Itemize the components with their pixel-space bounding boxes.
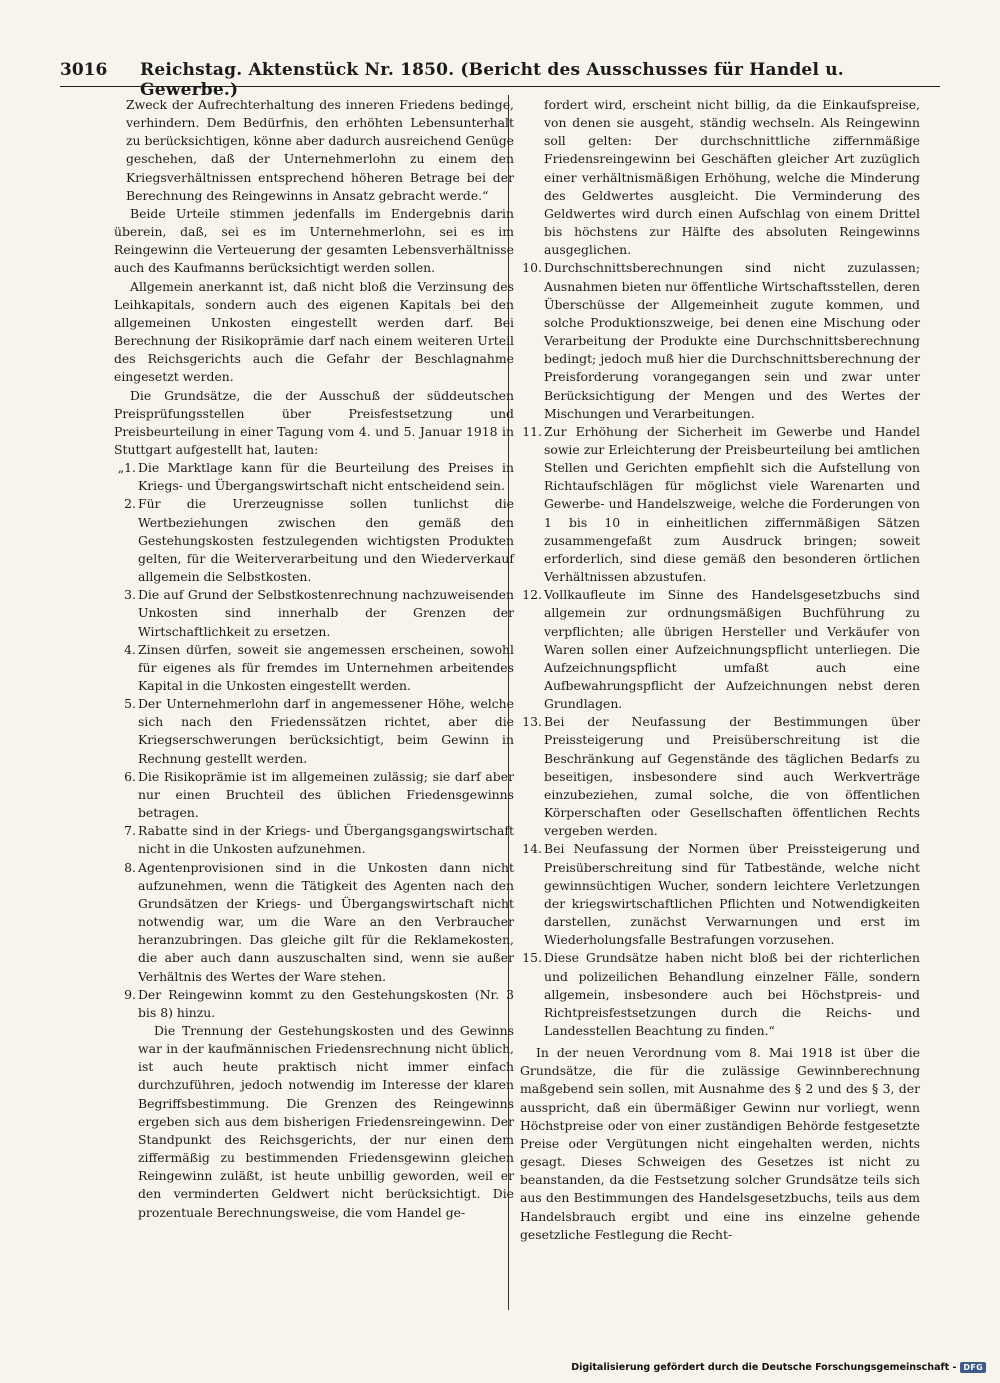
item-number: 15. — [522, 950, 542, 966]
item-text: Vollkaufleute im Sinne des Handelsgesetzbuchs sind allgemein zur ordnungsmäßigen Buchführung zu verpflichten; alle übrigen Hersteller und Verkäufer von Waren sollen einer Aufzeichnungspflicht unterliegen. Die Aufzeichnungspflicht umfaßt auch eine Aufbewahrungspflicht der Aufzeichnungen nebst deren Grundlagen. — [544, 587, 920, 712]
item-number: 5. — [124, 696, 136, 712]
item-text: Die Risikoprämie ist im allgemeinen zulässig; sie darf aber nur einen Bruchteil des üblichen Friedensgewinns betragen. — [138, 768, 514, 821]
item-text: Diese Grundsätze haben nicht bloß bei der richterlichen und polizeilichen Behandlung einzelner Fälle, sondern allgemein, insbesondere auch bei Höchstpreis- und Richtpreisfestsetzungen durch die Reichs- und Landesstellen Beachtung zu finden.“ — [544, 950, 920, 1038]
item-number: 12. — [522, 587, 542, 603]
intro-quote: Zweck der Aufrechterhaltung des inneren Friedens bedinge, verhindern. Dem Bedürfnis, den erhöhten Lebensunterhalt zu berücksichtigen, könne aber dadurch ausreichend Genüge geschehen, daß der Unternehmerlohn zu einem den Kriegsverhältnissen entsprechend höheren Betrage bei der Berechnung des Reingewinns in Ansatz gebracht werde.“ — [126, 97, 514, 203]
list-item — [114, 641, 514, 695]
item-number: 7. — [124, 823, 136, 839]
item-text: Zinsen dürfen, soweit sie angemessen erscheinen, sowohl für eigenes als für fremdes im Unternehmen arbeitendes Kapital in die Unkosten eingestellt werden. — [138, 641, 514, 693]
item-number: 10. — [522, 260, 542, 276]
item-text: Rabatte sind in der Kriegs- und Übergangsgangswirtschaft nicht in die Unkosten aufzunehmen. — [138, 823, 514, 857]
list-item — [114, 986, 514, 1222]
item-text: Durchschnittsberechnungen sind nicht zuzulassen; Ausnahmen bieten nur öffentliche Wirtschaftsstellen, deren Überschüsse der Allgemeinheit zugute kommen, und solche Produktionszweige, bei denen eine Mischung oder Verarbeitung der Produkte eine Durchschnittsberechnung bedingt; jedoch muß hier die Durchschnittsberechnung der Preisforderung vorangegangen sein und zwar unter Berücksichtigung der Mengen und des Wertes der Mischungen und Verarbeitungen. — [544, 260, 920, 421]
list-item — [520, 713, 920, 840]
page-number: 3016 — [60, 60, 108, 80]
item-number: 2. — [124, 496, 136, 512]
paragraph: Allgemein anerkannt ist, daß nicht bloß die Verzinsung des Leihkapitals, sondern auch des eigenen Kapitals bei den allgemeinen Unkosten eingestellt werden darf. Bei Berechnung der Risikoprämie darf nach einem weiteren Urteil des Reichsgerichts auch die Gefahr der Beschlagnahme eingesetzt werden. — [114, 278, 514, 385]
item-text: Die auf Grund der Selbstkostenrechnung nachzuweisenden Unkosten sind innerhalb der Grenzen der Wirtschaftlichkeit zu ersetzen. — [138, 587, 514, 639]
list-item — [114, 586, 514, 640]
item-number: 8. — [124, 859, 136, 875]
item-number: 4. — [124, 641, 136, 657]
item-number: 11. — [522, 423, 542, 439]
footer-text: Digitalisierung gefördert durch die Deutsche Forschungsgemeinschaft - — [571, 1362, 957, 1373]
list-item — [114, 495, 514, 586]
paragraph: Die Grundsätze, die der Ausschuß der süddeutschen Preisprüfungsstellen über Preisfestsetzung und Preisbeurteilung in einer Tagung vom 4. und 5. Januar 1918 in Stuttgart aufgestellt hat, lauten: — [114, 387, 514, 457]
item-number: 13. — [522, 714, 542, 730]
list-item — [114, 768, 514, 822]
list-item — [114, 859, 514, 986]
item-text: Bei der Neufassung der Bestimmungen über Preissteigerung und Preisüberschreitung ist die Beschränkung auf Gegenstände des täglichen Bedarfs zu beseitigen, insbesondere sind auch Werkverträge einzubeziehen, zumal solche, die von öffentlichen Körperschaften oder Gesellschaften öffentlichen Rechts vergeben werden. — [544, 714, 920, 839]
item-number: 9. — [124, 986, 136, 1002]
item-continuation: Die Trennung der Gestehungskosten und des Gewinns war in der kaufmännischen Friedensrechnung nicht üblich, ist auch heute praktisch nicht immer einfach durchzuführen, jedoch notwendig im Interesse der klaren Begriffsbestimmung. Die Grenzen des Reingewinns ergeben sich aus dem bisherigen Friedensreingewinn. Der Standpunkt des Reichsgerichts, der nur einen dem ziffermäßig zu bestimmenden Friedensgewinn gleichen Reingewinn zuläßt, ist heute unbillig geworden, weil er den verminderten Geldwert nicht berücksichtigt. Die prozentuale Berechnungsweise, die vom Handel ge- — [138, 1022, 514, 1220]
item-text: Der Unternehmerlohn darf in angemessener Höhe, welche sich nach den Friedenssätzen richtet, aber die Kriegserschwerungen berücksichtigt, beim Gewinn in Rechnung gestellt werden. — [138, 696, 514, 766]
item-text: Agentenprovisionen sind in die Unkosten dann nicht aufzunehmen, wenn die Tätigkeit des Agenten nach den Grundsätzen der Kriegs- und Übergangswirtschaft nicht notwendig war, um die Ware an den Verbraucher heranzubringen. Das gleiche gilt für die Reklamekosten, die aber auch dann auszuschalten sind, wenn sie außer Verhältnis des Wertes der Ware stehen. — [138, 859, 514, 984]
list-item — [520, 586, 920, 713]
list-item — [520, 423, 920, 586]
list-item — [114, 822, 514, 858]
paragraph: Beide Urteile stimmen jedenfalls im Endergebnis darin überein, daß, sei es im Unternehmerlohn, sei es im Reingewinn die Verteuerung der gesamten Lebensverhältnisse auch des Kaufmanns berücksichtigt werden sollen. — [114, 205, 514, 276]
list-item — [114, 695, 514, 768]
item-text: Der Reingewinn kommt zu den Gestehungskosten (Nr. 3 bis 8) hinzu. — [138, 986, 514, 1020]
dfg-logo: DFG — [960, 1362, 986, 1373]
list-item — [114, 459, 514, 495]
list-item — [520, 840, 920, 949]
item-text: Bei Neufassung der Normen über Preissteigerung und Preisüberschreitung sind für Tatbestände, welche nicht gewinnsüchtigen Wucher, sondern leichtere Verletzungen der kriegswirtschaftlichen Pflichten und Notwendigkeiten darstellen, zunächst Verwarnungen und erst im Wiederholungsfalle Bestrafungen vorzusehen. — [544, 841, 920, 948]
item-continuation: fordert wird, erscheint nicht billig, da die Einkaufspreise, von denen sie ausgeht, ständig wechseln. Als Reingewinn soll gelten: Der durchschnittliche ziffernmäßige Friedensreingewinn bei Geschäften gleicher Art zuzüglich einer verhältnismäßigen Erhöhung, welche die Minderung des Geldwertes ausgleicht. Die Verminderung des Geldwertes wird durch einen Aufschlag von einem Drittel bis höchstens zur Hälfte des absoluten Reingewinns ausgeglichen. — [544, 97, 920, 258]
left-column — [114, 96, 514, 1222]
page-title: Reichstag. Aktenstück Nr. 1850. (Bericht des Ausschusses für Handel u. Gewerbe.) — [140, 60, 844, 100]
list-item — [520, 949, 920, 1040]
closing-paragraph: In der neuen Verordnung vom 8. Mai 1918 ist über die Grundsätze, die für die zulässige Gewinnberechnung maßgebend sein sollen, mit Ausnahme des § 2 und des § 3, der ausspricht, daß ein übermäßiger Gewinn nur vorliegt, wenn Höchstpreise oder von einer zuständigen Behörde festgesetzte Preise oder Vergütungen nicht eingehalten werden, nichts gesagt. Dieses Schweigen des Gesetzes ist nicht zu beanstanden, da die Festsetzung solcher Grundsätze teils sich aus den Bestimmungen des Handelsgesetzbuchs, teils aus dem Handelsbrauch ergibt und eine ins einzelne gehende gesetzliche Festlegung die Recht- — [520, 1045, 920, 1242]
item-number: 14. — [522, 841, 542, 857]
page-header — [60, 56, 940, 100]
item-number: 6. — [124, 768, 136, 784]
item-text: Die Marktlage kann für die Beurteilung des Preises in Kriegs- und Übergangswirtschaft nicht entscheidend sein. — [138, 460, 514, 494]
item-number: 3. — [124, 587, 136, 603]
item-text: Zur Erhöhung der Sicherheit im Gewerbe und Handel sowie zur Erleichterung der Preisbeurteilung bei amtlichen Stellen und Gerichten empfiehlt sich die Aufstellung von Richtaufschlägen für möglichst viele Warenarten und Gewerbe- und Handelszweige, welche die Forderungen von 1 bis 10 in einheitlichen ziffernmäßigen Sätzen zusammengefaßt zum Ausdruck bringen; soweit erforderlich, sind diese gemäß den besonderen örtlichen Verhältnissen abzustufen. — [544, 423, 920, 585]
right-column — [520, 96, 920, 1244]
item-number: „1. — [117, 460, 136, 476]
item-text: Für die Urerzeugnisse sollen tunlichst die Wertbeziehungen zwischen den gemäß den Gestehungskosten festzulegenden wichtigsten Produkten gelten, für die Weiterverarbeitung und den Wiederverkauf allgemein die Selbstkosten. — [138, 496, 514, 585]
list-item — [520, 259, 920, 422]
footer — [571, 1362, 986, 1373]
